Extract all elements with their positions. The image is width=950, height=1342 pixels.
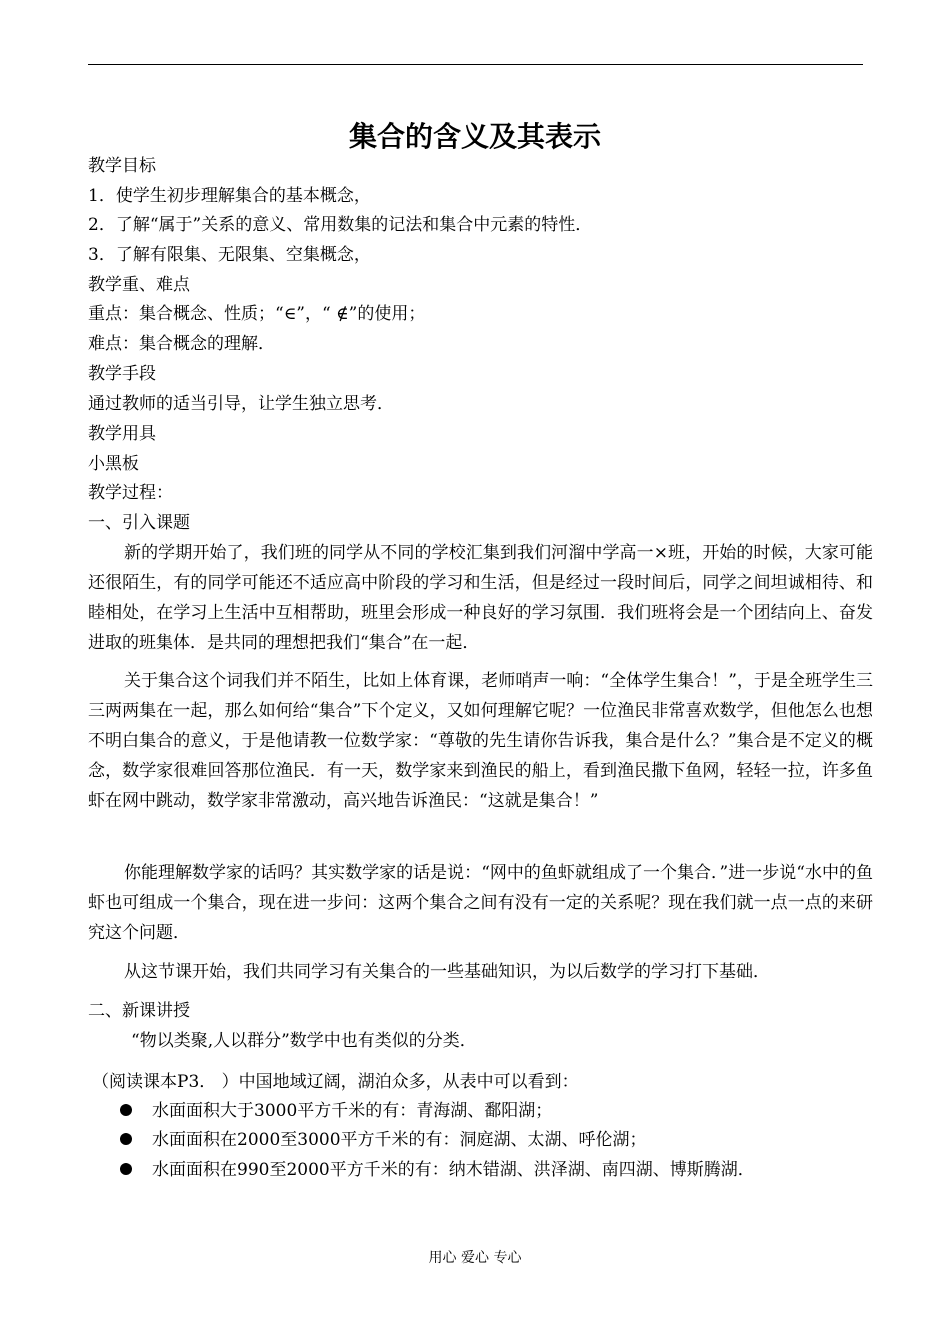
list-item <box>120 1158 755 1182</box>
objective-3: 3．了解有限集、无限集、空集概念， <box>88 245 371 265</box>
document-title: 集合的含义及其表示 <box>348 120 601 153</box>
list-item-text: 水面面积在2000至3000平方千米的有：洞庭湖、太湖、呼伦湖； <box>152 1130 647 1150</box>
tools-text: 小黑板 <box>88 454 139 474</box>
bullet-icon <box>120 1104 132 1116</box>
difficult-point: 难点：集合概念的理解． <box>88 334 275 354</box>
list-item-text: 水面面积大于3000平方千米的有：青海湖、鄱阳湖； <box>152 1101 553 1121</box>
page-footer: 用心 爱心 专心 <box>428 1250 522 1266</box>
paragraph-intro: 新的学期开始了，我们班的同学从不同的学校汇集到我们河溜中学高一×班，开始的时候，大家可能还很陌生，有的同学可能还不适应高中阶段的学习和生活，但是经过一段时间后，同学之间坦诚相待、和睦相处，在学习上生活中互相帮助，班里会形成一种良好的学习氛围．我们班将会是一个团结向上、奋发进取的班集体．是共同的理想把我们“集合”在一起． <box>88 543 873 653</box>
section-2-heading: 二、新课讲授 <box>88 1001 190 1021</box>
list-item <box>120 1099 552 1123</box>
key-point: 重点：集合概念、性质；“∈”，“ ∉”的使用； <box>88 304 426 324</box>
reading-text: （阅读课本P3． ）中国地域辽阔，湖泊众多，从表中可以看到： <box>92 1072 579 1092</box>
heading-tools: 教学用具 <box>88 424 156 444</box>
paragraph-start: 从这节课开始，我们共同学习有关集合的一些基础知识，为以后数学的学习打下基础． <box>124 962 770 982</box>
heading-process: 教学过程： <box>88 483 173 503</box>
bullet-icon <box>120 1133 132 1145</box>
quote-text: “物以类聚,人以群分”数学中也有类似的分类． <box>131 1031 477 1051</box>
objective-2: 2．了解“属于”关系的意义、常用数集的记法和集合中元素的特性． <box>88 215 593 235</box>
heading-methods: 教学手段 <box>88 364 156 384</box>
header-rule <box>88 64 863 65</box>
section-1-heading: 一、引入课题 <box>88 513 190 533</box>
list-item <box>120 1128 647 1152</box>
heading-key-points: 教学重、难点 <box>88 275 190 295</box>
bullet-icon <box>120 1163 132 1175</box>
paragraph-story: 关于集合这个词我们并不陌生，比如上体育课，老师哨声一响：“全体学生集合！”，于是全班学生三三两两集在一起，那么如何给“集合”下个定义，又如何理解它呢？一位渔民非常喜欢数学，但他怎么也想不明白集合的意义，于是他请教一位数学家：“尊敬的先生请你告诉我，集合是什么？”集合是不定义的概念，数学家很难回答那位渔民．有一天，数学家来到渔民的船上，看到渔民撒下鱼网，轻轻一拉，许多鱼虾在网中跳动，数学家非常激动，高兴地告诉渔民：“这就是集合！” <box>88 671 873 811</box>
objective-1: 1．使学生初步理解集合的基本概念， <box>88 186 371 206</box>
methods-text: 通过教师的适当引导，让学生独立思考． <box>88 394 394 414</box>
paragraph-explanation: 你能理解数学家的话吗？其实数学家的话是说：“网中的鱼虾就组成了一个集合．”进一步说“水中的鱼虾也可组成一个集合，现在进一步问：这两个集合之间有没有一定的关系呢？现在我们就一点一点的来研究这个问题． <box>88 863 873 943</box>
heading-objectives: 教学目标 <box>88 156 156 176</box>
list-item-text: 水面面积在990至2000平方千米的有：纳木错湖、洪泽湖、南四湖、博斯腾湖． <box>152 1160 755 1180</box>
